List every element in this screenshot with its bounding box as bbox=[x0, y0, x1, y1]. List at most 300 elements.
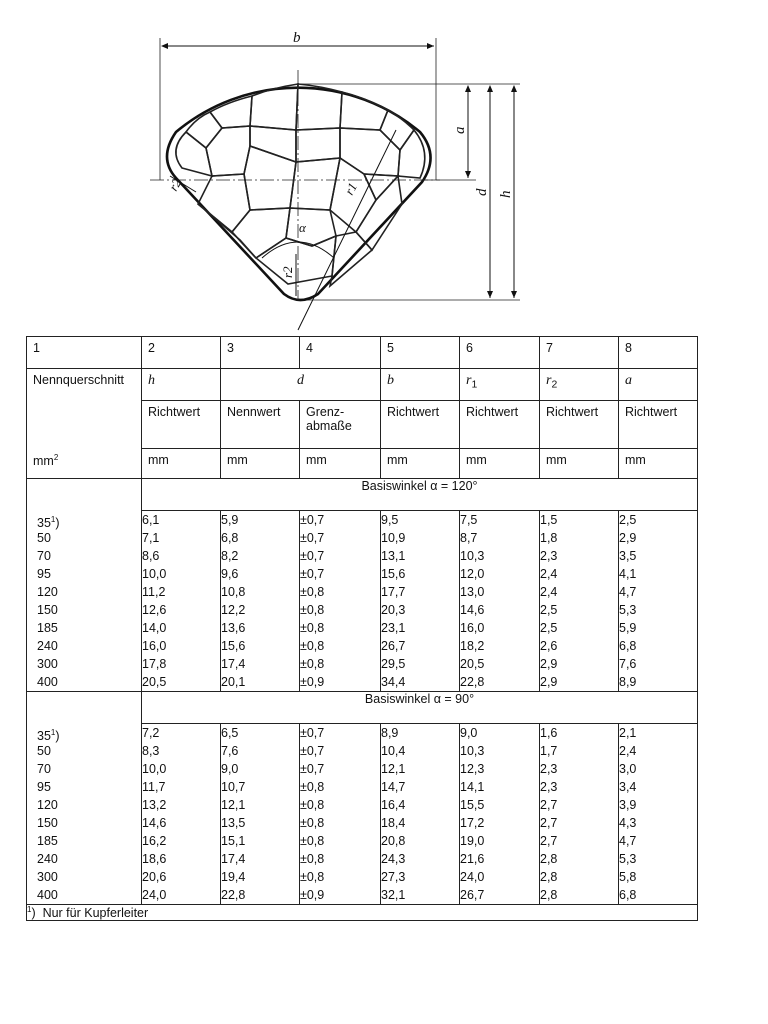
r1-values bbox=[460, 511, 540, 692]
value-text: 240 bbox=[37, 851, 58, 866]
value-text: ±0,7 bbox=[300, 762, 325, 776]
value-text: 22,8 bbox=[221, 888, 246, 902]
value-text: 17,2 bbox=[460, 816, 485, 830]
b-value bbox=[381, 814, 459, 832]
section-values-row bbox=[27, 511, 698, 692]
value-text: 10,0 bbox=[142, 762, 167, 776]
a-value bbox=[619, 778, 697, 796]
value-text: ±0,9 bbox=[300, 675, 325, 689]
tol-value bbox=[300, 565, 380, 583]
value-text: ±0,8 bbox=[300, 621, 325, 635]
value-text: 400 bbox=[37, 674, 58, 689]
a-value bbox=[619, 511, 697, 529]
value-text: 2,3 bbox=[540, 762, 558, 776]
r2-value bbox=[540, 583, 618, 601]
value-text: ±0,8 bbox=[300, 603, 325, 617]
value-text: 13,2 bbox=[142, 798, 167, 812]
r2-value bbox=[540, 511, 618, 529]
value-text: 15,5 bbox=[460, 798, 485, 812]
nennquerschnitt-value bbox=[27, 760, 141, 778]
b-value bbox=[381, 655, 459, 673]
b-value bbox=[381, 601, 459, 619]
nennquerschnitt-value bbox=[27, 796, 141, 814]
header-richtwert: Richtwert bbox=[381, 401, 460, 449]
r2-value bbox=[540, 742, 618, 760]
h-value bbox=[142, 655, 220, 673]
r2-value bbox=[540, 850, 618, 868]
unit-mm: mm bbox=[221, 449, 300, 479]
value-text: 2,9 bbox=[619, 531, 637, 545]
header-b: b bbox=[387, 373, 394, 388]
b-value bbox=[381, 868, 459, 886]
value-text: 7,6 bbox=[221, 744, 239, 758]
b-value bbox=[381, 529, 459, 547]
a-value bbox=[619, 814, 697, 832]
value-text: ±0,8 bbox=[300, 816, 325, 830]
r2-value bbox=[540, 832, 618, 850]
section-title: Basiswinkel α = 90° bbox=[142, 692, 698, 724]
r1-label: r1 bbox=[341, 180, 361, 198]
value-text: 5,3 bbox=[619, 852, 637, 866]
value-text: 12,6 bbox=[142, 603, 167, 617]
header-r2: r bbox=[546, 373, 552, 388]
a-value bbox=[619, 673, 697, 691]
value-text: 17,8 bbox=[142, 657, 167, 671]
value-text: 50 bbox=[37, 743, 51, 758]
b-value bbox=[381, 511, 459, 529]
r2-value bbox=[540, 673, 618, 691]
unit-mm: mm bbox=[619, 449, 698, 479]
b-value bbox=[381, 796, 459, 814]
value-text: 32,1 bbox=[381, 888, 406, 902]
d-value bbox=[221, 850, 299, 868]
value-text: 1,6 bbox=[540, 726, 558, 740]
d-value bbox=[221, 529, 299, 547]
value-text: 15,1 bbox=[221, 834, 246, 848]
value-text: 14,6 bbox=[460, 603, 485, 617]
value-text: 10,0 bbox=[142, 567, 167, 581]
a-value bbox=[619, 832, 697, 850]
d-value bbox=[221, 832, 299, 850]
tol-value bbox=[300, 511, 380, 529]
nennquerschnitt-values bbox=[27, 511, 142, 692]
value-text: 2,8 bbox=[540, 870, 558, 884]
value-text: 24,0 bbox=[460, 870, 485, 884]
value-text: 8,9 bbox=[381, 726, 399, 740]
value-text: 17,4 bbox=[221, 852, 246, 866]
nennquerschnitt-value: $35^1$) bbox=[37, 727, 60, 743]
unit-mm: mm bbox=[300, 449, 381, 479]
r1-value bbox=[460, 601, 539, 619]
r2-value bbox=[540, 886, 618, 904]
b-value bbox=[381, 547, 459, 565]
b-value bbox=[381, 619, 459, 637]
value-text: 6,1 bbox=[142, 513, 160, 527]
value-text: 5,9 bbox=[221, 513, 239, 527]
symbol-row bbox=[27, 369, 698, 401]
tolerance-values bbox=[300, 511, 381, 692]
header-richtwert: Richtwert bbox=[619, 401, 698, 449]
value-text: 29,5 bbox=[381, 657, 406, 671]
unit-row bbox=[27, 449, 698, 479]
h-value bbox=[142, 814, 220, 832]
a-value bbox=[619, 886, 697, 904]
value-text: 16,0 bbox=[460, 621, 485, 635]
value-text: ±0,7 bbox=[300, 513, 325, 527]
r1-value bbox=[460, 637, 539, 655]
section-values-row bbox=[27, 724, 698, 905]
h-value bbox=[142, 529, 220, 547]
r2-value bbox=[540, 547, 618, 565]
value-text: 5,9 bbox=[619, 621, 637, 635]
tol-value bbox=[300, 601, 380, 619]
b-values bbox=[381, 511, 460, 692]
r1-value bbox=[460, 529, 539, 547]
value-text: 3,5 bbox=[619, 549, 637, 563]
cross-section-drawing bbox=[0, 0, 768, 336]
value-text: 2,3 bbox=[540, 780, 558, 794]
tol-value bbox=[300, 850, 380, 868]
footnote: $^1$) Nur für Kupferleiter bbox=[27, 905, 698, 921]
value-text: ±0,7 bbox=[300, 744, 325, 758]
r1-value bbox=[460, 673, 539, 691]
nennquerschnitt-value bbox=[27, 868, 141, 886]
value-text: 2,5 bbox=[619, 513, 637, 527]
tol-value bbox=[300, 583, 380, 601]
value-text: 240 bbox=[37, 638, 58, 653]
r1-value bbox=[460, 619, 539, 637]
value-text: 16,0 bbox=[142, 639, 167, 653]
value-text: 14,7 bbox=[381, 780, 406, 794]
value-text: 7,2 bbox=[142, 726, 160, 740]
value-text: ±0,8 bbox=[300, 639, 325, 653]
value-text: 185 bbox=[37, 620, 58, 635]
value-text: 70 bbox=[37, 548, 51, 563]
value-text: 11,7 bbox=[142, 780, 166, 794]
value-text: 2,5 bbox=[540, 603, 558, 617]
tol-value bbox=[300, 619, 380, 637]
value-text: 20,1 bbox=[221, 675, 246, 689]
value-text: 10,9 bbox=[381, 531, 406, 545]
value-text: 8,6 bbox=[142, 549, 160, 563]
h-value bbox=[142, 601, 220, 619]
value-text: 2,6 bbox=[540, 639, 558, 653]
nennquerschnitt-value bbox=[27, 832, 141, 850]
unit-mm: mm bbox=[540, 449, 619, 479]
tol-value bbox=[300, 796, 380, 814]
value-text: 14,6 bbox=[142, 816, 167, 830]
value-text: 12,2 bbox=[221, 603, 246, 617]
value-text: 14,0 bbox=[142, 621, 167, 635]
value-text: 20,5 bbox=[460, 657, 485, 671]
r1-value bbox=[460, 850, 539, 868]
a-value bbox=[619, 850, 697, 868]
value-text: 20,5 bbox=[142, 675, 167, 689]
footnote-text: Nur für Kupferleiter bbox=[42, 906, 149, 921]
value-text: 16,4 bbox=[381, 798, 406, 812]
footnote-mark: 1 bbox=[27, 905, 32, 914]
d-value bbox=[221, 742, 299, 760]
col-number: 2 bbox=[142, 337, 221, 369]
nennquerschnitt-value bbox=[27, 565, 141, 583]
b-value bbox=[381, 565, 459, 583]
dimension-d-label: d bbox=[474, 188, 490, 196]
value-text: 19,0 bbox=[460, 834, 485, 848]
r1-value bbox=[460, 760, 539, 778]
d-value bbox=[221, 760, 299, 778]
h-value bbox=[142, 832, 220, 850]
footnote-ref: 1 bbox=[50, 727, 56, 737]
d-value bbox=[221, 565, 299, 583]
value-text: 120 bbox=[37, 584, 58, 599]
header-h: h bbox=[148, 373, 155, 388]
r1-values bbox=[460, 724, 540, 905]
value-text: 2,3 bbox=[540, 549, 558, 563]
h-value bbox=[142, 886, 220, 904]
value-text: 9,6 bbox=[221, 567, 239, 581]
header-nennquerschnitt: Nennquerschnitt bbox=[27, 369, 142, 401]
value-text: 35 bbox=[37, 728, 51, 743]
section-heading-row bbox=[27, 479, 698, 511]
value-text: 18,4 bbox=[381, 816, 406, 830]
value-text: 12,1 bbox=[381, 762, 406, 776]
r1-value bbox=[460, 778, 539, 796]
h-value bbox=[142, 850, 220, 868]
value-text: 7,5 bbox=[460, 513, 478, 527]
value-text: 4,7 bbox=[619, 834, 637, 848]
nennquerschnitt-value bbox=[27, 850, 141, 868]
value-text: 18,2 bbox=[460, 639, 485, 653]
value-text: 20,3 bbox=[381, 603, 406, 617]
b-value bbox=[381, 724, 459, 742]
tol-value bbox=[300, 814, 380, 832]
value-text: 12,3 bbox=[460, 762, 485, 776]
value-text: 185 bbox=[37, 833, 58, 848]
nennquerschnitt-value bbox=[27, 547, 141, 565]
value-text: 1,7 bbox=[540, 744, 558, 758]
d-value bbox=[221, 583, 299, 601]
value-text: 3,4 bbox=[619, 780, 637, 794]
h-value bbox=[142, 547, 220, 565]
dimension-h-label: h bbox=[498, 190, 514, 198]
value-text: 300 bbox=[37, 869, 58, 884]
value-text: 11,2 bbox=[142, 585, 166, 599]
d-value bbox=[221, 655, 299, 673]
r1-value bbox=[460, 724, 539, 742]
value-text: 4,7 bbox=[619, 585, 637, 599]
r2-bottom-label: r2 bbox=[280, 266, 295, 278]
value-text: 400 bbox=[37, 887, 58, 902]
value-text: 10,3 bbox=[460, 744, 485, 758]
value-text: 13,5 bbox=[221, 816, 246, 830]
d-value bbox=[221, 724, 299, 742]
strand-wires bbox=[176, 84, 425, 286]
value-text: 5,8 bbox=[619, 870, 637, 884]
value-text: 12,0 bbox=[460, 567, 485, 581]
nennquerschnitt-value bbox=[27, 778, 141, 796]
header-a: a bbox=[625, 373, 632, 388]
b-values bbox=[381, 724, 460, 905]
center-lines bbox=[150, 70, 440, 300]
value-text: 20,8 bbox=[381, 834, 406, 848]
a-value bbox=[619, 724, 697, 742]
value-text: 10,4 bbox=[381, 744, 406, 758]
value-text: 8,7 bbox=[460, 531, 478, 545]
value-text: 2,4 bbox=[619, 744, 637, 758]
value-text: 34,4 bbox=[381, 675, 406, 689]
nennquerschnitt-value bbox=[27, 583, 141, 601]
b-value bbox=[381, 760, 459, 778]
r1-value bbox=[460, 832, 539, 850]
r2-value bbox=[540, 601, 618, 619]
h-values bbox=[142, 724, 221, 905]
b-value bbox=[381, 832, 459, 850]
r1-value bbox=[460, 547, 539, 565]
r2-value bbox=[540, 724, 618, 742]
value-text: ±0,8 bbox=[300, 870, 325, 884]
value-text: 3,9 bbox=[619, 798, 637, 812]
header-d: d bbox=[297, 373, 304, 388]
dimension-b-label: b bbox=[293, 30, 301, 46]
r1-value bbox=[460, 565, 539, 583]
value-text: 4,3 bbox=[619, 816, 637, 830]
b-value bbox=[381, 850, 459, 868]
value-text: 7,6 bbox=[619, 657, 637, 671]
tolerance-values bbox=[300, 724, 381, 905]
a-value bbox=[619, 868, 697, 886]
b-value bbox=[381, 637, 459, 655]
value-text: 2,9 bbox=[540, 675, 558, 689]
nennquerschnitt-value bbox=[27, 886, 141, 904]
a-value bbox=[619, 760, 697, 778]
r1-value bbox=[460, 796, 539, 814]
h-value bbox=[142, 637, 220, 655]
b-value bbox=[381, 673, 459, 691]
value-text: 70 bbox=[37, 761, 51, 776]
col-number: 5 bbox=[381, 337, 460, 369]
value-text: ±0,8 bbox=[300, 852, 325, 866]
d-value bbox=[221, 886, 299, 904]
value-text: 17,4 bbox=[221, 657, 246, 671]
a-value bbox=[619, 583, 697, 601]
r2-value bbox=[540, 868, 618, 886]
h-value bbox=[142, 778, 220, 796]
value-text: 6,8 bbox=[221, 531, 239, 545]
value-text: 150 bbox=[37, 602, 58, 617]
d-value bbox=[221, 814, 299, 832]
tol-value bbox=[300, 529, 380, 547]
value-text: 15,6 bbox=[221, 639, 246, 653]
header-richtwert: Richtwert bbox=[460, 401, 540, 449]
a-value bbox=[619, 565, 697, 583]
value-text: 9,5 bbox=[381, 513, 399, 527]
tol-value bbox=[300, 673, 380, 691]
value-text: 6,5 bbox=[221, 726, 239, 740]
value-text: 12,1 bbox=[221, 798, 246, 812]
column-number-row bbox=[27, 337, 698, 369]
sector-outline bbox=[167, 88, 431, 300]
value-text: 2,8 bbox=[540, 888, 558, 902]
value-text: 22,8 bbox=[460, 675, 485, 689]
h-value bbox=[142, 742, 220, 760]
value-text: 15,6 bbox=[381, 567, 406, 581]
tol-value bbox=[300, 655, 380, 673]
col-number: 3 bbox=[221, 337, 300, 369]
unit-mm2-sup: 2 bbox=[53, 452, 59, 462]
h-value bbox=[142, 619, 220, 637]
value-type-row bbox=[27, 401, 698, 449]
value-text: 2,7 bbox=[540, 834, 558, 848]
value-text: 35 bbox=[37, 515, 51, 530]
value-text: ±0,9 bbox=[300, 888, 325, 902]
value-text: 50 bbox=[37, 530, 51, 545]
h-value bbox=[142, 673, 220, 691]
r1-value bbox=[460, 742, 539, 760]
h-value bbox=[142, 511, 220, 529]
footnote-row bbox=[27, 905, 698, 921]
r1-value bbox=[460, 511, 539, 529]
h-value bbox=[142, 868, 220, 886]
value-text: 6,8 bbox=[619, 888, 637, 902]
value-text: 95 bbox=[37, 566, 51, 581]
section-heading-row bbox=[27, 692, 698, 724]
r2-value bbox=[540, 814, 618, 832]
nennquerschnitt-value bbox=[27, 673, 141, 691]
value-text: 24,0 bbox=[142, 888, 167, 902]
a-value bbox=[619, 547, 697, 565]
a-value bbox=[619, 637, 697, 655]
value-text: 2,1 bbox=[619, 726, 637, 740]
nennquerschnitt-value bbox=[27, 814, 141, 832]
tol-value bbox=[300, 742, 380, 760]
a-value bbox=[619, 655, 697, 673]
tol-value bbox=[300, 886, 380, 904]
value-text: 14,1 bbox=[460, 780, 485, 794]
r2-left-label: r2 bbox=[165, 175, 185, 194]
tol-value bbox=[300, 868, 380, 886]
value-text: ±0,8 bbox=[300, 657, 325, 671]
conductor-cross-section-figure bbox=[0, 0, 768, 336]
unit-mm2: mm bbox=[33, 453, 54, 468]
b-value bbox=[381, 886, 459, 904]
value-text: 2,5 bbox=[540, 621, 558, 635]
value-text: 2,7 bbox=[540, 798, 558, 812]
r1-value bbox=[460, 583, 539, 601]
r1-value bbox=[460, 655, 539, 673]
a-values bbox=[619, 724, 698, 905]
value-text: ±0,7 bbox=[300, 726, 325, 740]
value-text: 20,6 bbox=[142, 870, 167, 884]
col-number: 6 bbox=[460, 337, 540, 369]
d-value bbox=[221, 511, 299, 529]
h-value bbox=[142, 796, 220, 814]
a-values bbox=[619, 511, 698, 692]
r2-value bbox=[540, 760, 618, 778]
dimension-a-label: a bbox=[452, 126, 468, 134]
nennquerschnitt-value bbox=[27, 637, 141, 655]
a-value bbox=[619, 742, 697, 760]
value-text: 300 bbox=[37, 656, 58, 671]
value-text: 9,0 bbox=[460, 726, 478, 740]
value-text: 17,7 bbox=[381, 585, 406, 599]
value-text: 9,0 bbox=[221, 762, 239, 776]
r1-value bbox=[460, 886, 539, 904]
r2-value bbox=[540, 529, 618, 547]
d-values bbox=[221, 511, 300, 692]
d-value bbox=[221, 868, 299, 886]
nennquerschnitt-value bbox=[27, 529, 141, 547]
a-value bbox=[619, 601, 697, 619]
